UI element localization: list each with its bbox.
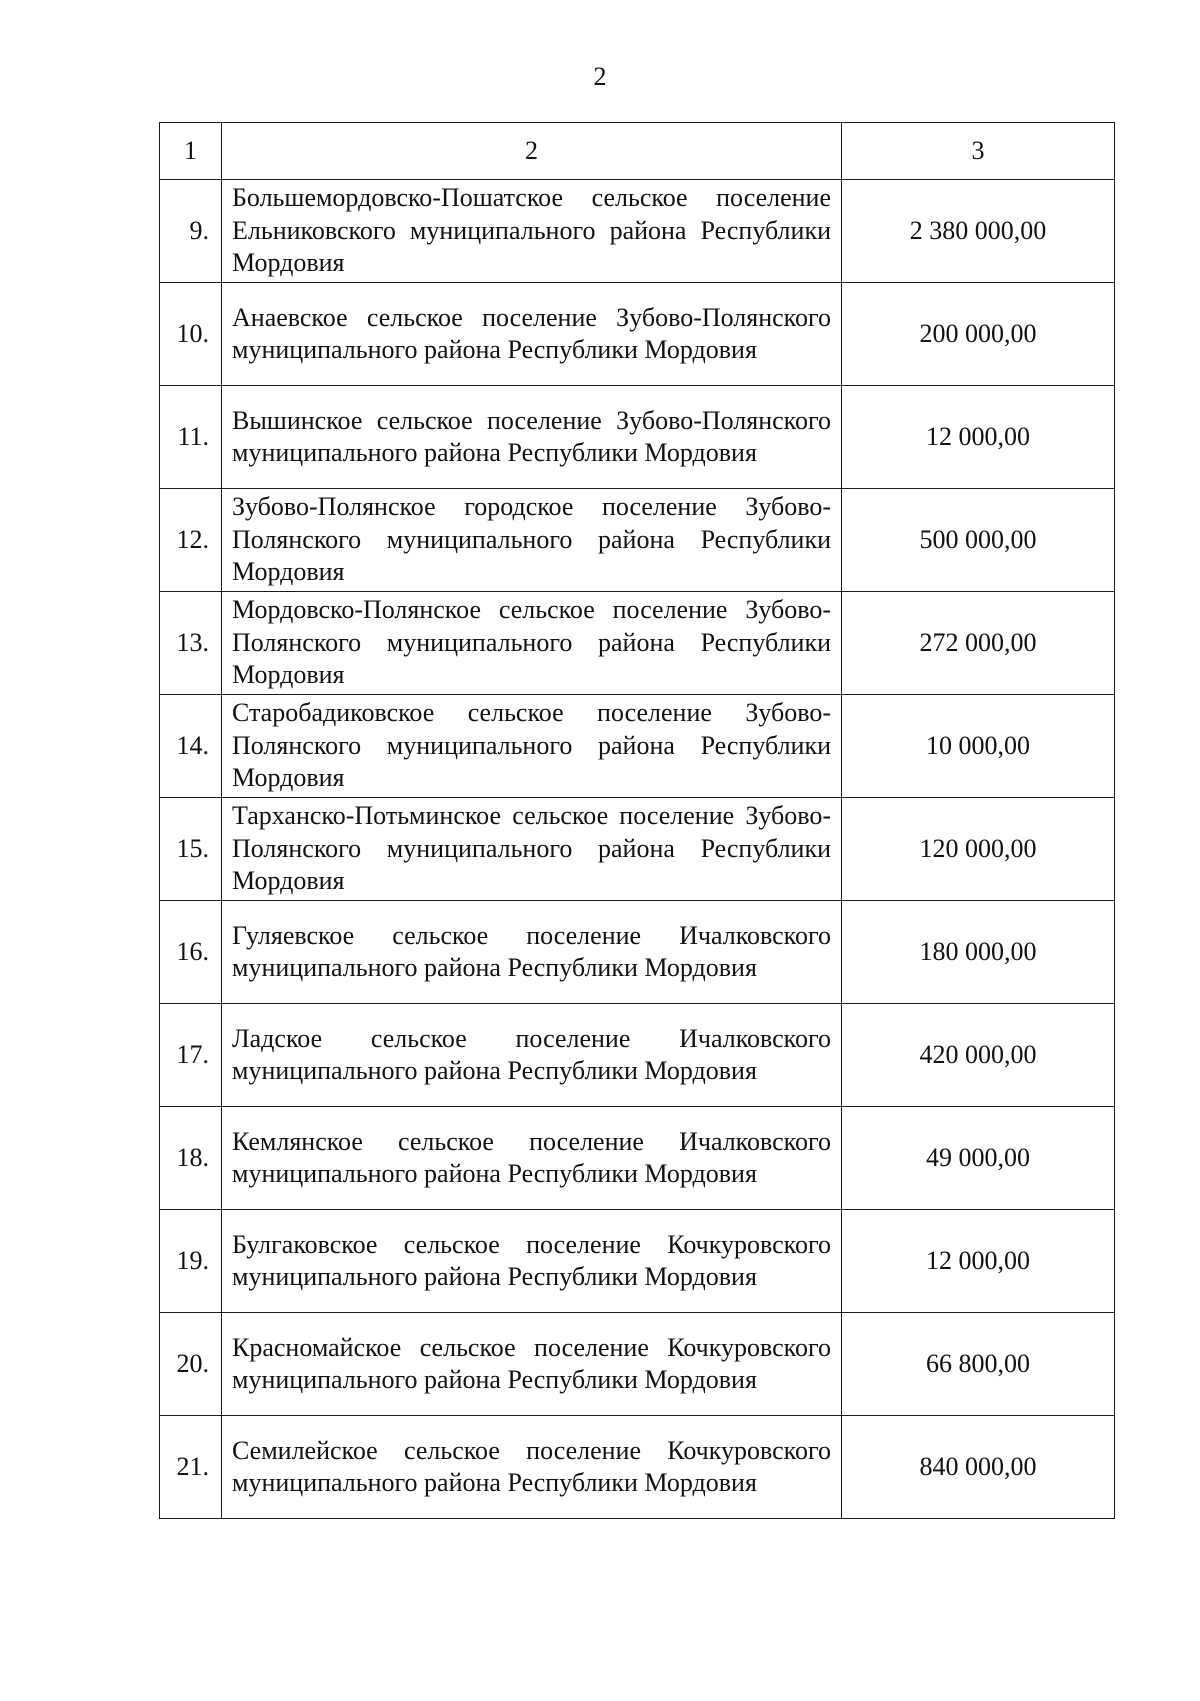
table-row: [160, 489, 1115, 592]
allocation-amount: 120 000,00: [842, 798, 1115, 901]
settlement-name: Старобадиковское сельское поселение Зубово-Полянского муниципального района Республики Мордовия: [222, 695, 842, 798]
table-row: [160, 283, 1115, 386]
row-number: 15.: [160, 798, 222, 901]
allocation-amount: 180 000,00: [842, 901, 1115, 1004]
allocation-amount: 2 380 000,00: [842, 180, 1115, 283]
header-cell-name: 2: [222, 123, 842, 180]
allocation-table: [159, 122, 1115, 1519]
settlement-name: Мордовско-Полянское сельское поселение Зубово-Полянского муниципального района Республики Мордовия: [222, 592, 842, 695]
row-number: 19.: [160, 1210, 222, 1313]
row-number: 20.: [160, 1313, 222, 1416]
allocation-amount: 500 000,00: [842, 489, 1115, 592]
row-number: 16.: [160, 901, 222, 1004]
settlement-name: Зубово-Полянское городское поселение Зубово-Полянского муниципального района Республики Мордовия: [222, 489, 842, 592]
row-number: 17.: [160, 1004, 222, 1107]
allocation-amount: 10 000,00: [842, 695, 1115, 798]
row-number: 14.: [160, 695, 222, 798]
allocation-amount: 420 000,00: [842, 1004, 1115, 1107]
allocation-amount: 49 000,00: [842, 1107, 1115, 1210]
allocation-amount: 272 000,00: [842, 592, 1115, 695]
row-number: 9.: [160, 180, 222, 283]
settlement-name: Тарханско-Потьминское сельское поселение Зубово-Полянского муниципального района Республики Мордовия: [222, 798, 842, 901]
table-row: [160, 180, 1115, 283]
table-row: [160, 1107, 1115, 1210]
table-row: [160, 1210, 1115, 1313]
header-cell-number: 1: [160, 123, 222, 180]
allocation-amount: 66 800,00: [842, 1313, 1115, 1416]
page-number: 2: [593, 62, 607, 91]
table-row: [160, 1313, 1115, 1416]
table-row: [160, 386, 1115, 489]
settlement-name: Кемлянское сельское поселение Ичалковского муниципального района Республики Мордовия: [222, 1107, 842, 1210]
table-row: [160, 592, 1115, 695]
row-number: 11.: [160, 386, 222, 489]
settlement-name: Красномайское сельское поселение Кочкуровского муниципального района Республики Мордовия: [222, 1313, 842, 1416]
row-number: 10.: [160, 283, 222, 386]
allocation-amount: 12 000,00: [842, 386, 1115, 489]
row-number: 21.: [160, 1416, 222, 1519]
settlement-name: Большемордовско-Пошатское сельское поселение Ельниковского муниципального района Республики Мордовия: [222, 180, 842, 283]
settlement-name: Вышинское сельское поселение Зубово-Полянского муниципального района Республики Мордовия: [222, 386, 842, 489]
table-row: [160, 1004, 1115, 1107]
table-row: [160, 798, 1115, 901]
table-row: [160, 1416, 1115, 1519]
table-header-row: [160, 123, 1115, 180]
settlement-name: Семилейское сельское поселение Кочкуровского муниципального района Республики Мордовия: [222, 1416, 842, 1519]
allocation-amount: 12 000,00: [842, 1210, 1115, 1313]
settlement-name: Ладское сельское поселение Ичалковского муниципального района Республики Мордовия: [222, 1004, 842, 1107]
settlement-name: Анаевское сельское поселение Зубово-Полянского муниципального района Республики Мордовия: [222, 283, 842, 386]
table-row: [160, 901, 1115, 1004]
row-number: 12.: [160, 489, 222, 592]
allocation-amount: 840 000,00: [842, 1416, 1115, 1519]
row-number: 18.: [160, 1107, 222, 1210]
settlement-name: Булгаковское сельское поселение Кочкуровского муниципального района Республики Мордовия: [222, 1210, 842, 1313]
settlement-name: Гуляевское сельское поселение Ичалковского муниципального района Республики Мордовия: [222, 901, 842, 1004]
allocation-amount: 200 000,00: [842, 283, 1115, 386]
row-number: 13.: [160, 592, 222, 695]
table-row: [160, 695, 1115, 798]
header-cell-amount: 3: [842, 123, 1115, 180]
